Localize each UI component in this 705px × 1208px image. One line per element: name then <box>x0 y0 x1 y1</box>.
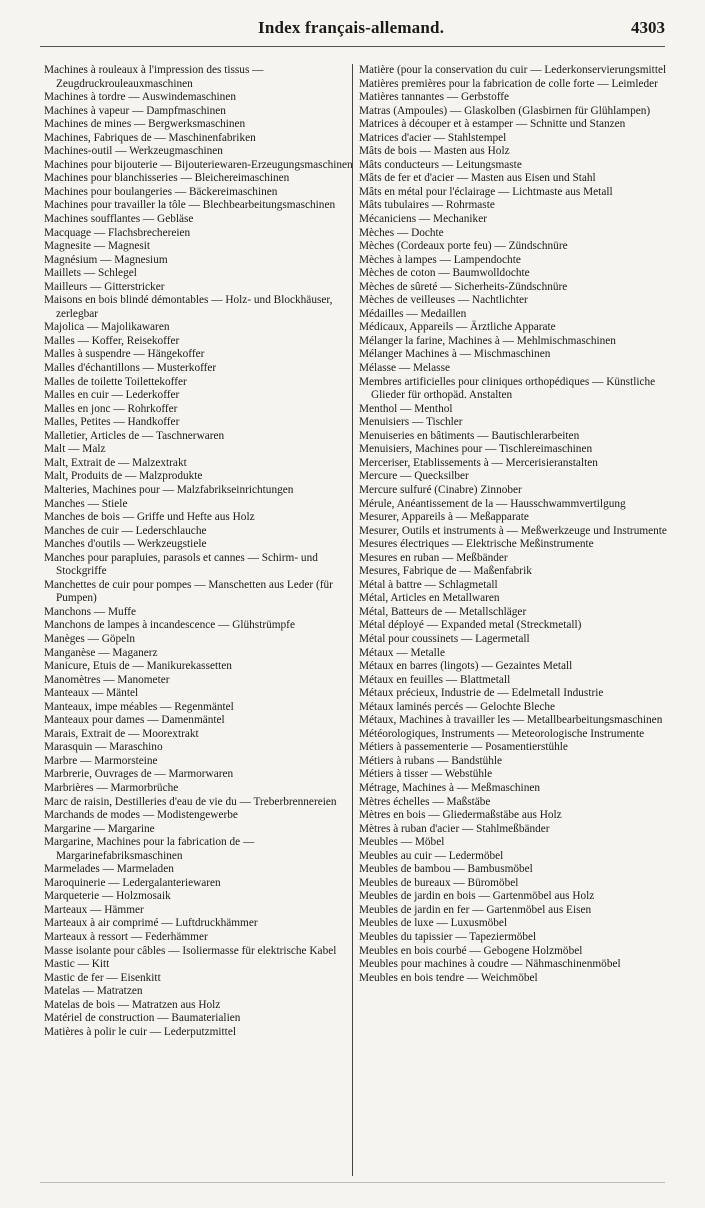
index-entry <box>44 321 354 335</box>
index-entry-text: Machines à vapeur — Dampfmaschinen <box>44 104 226 117</box>
index-entry-text: Mèches (Cordeaux porte feu) — Zündschnüre <box>359 240 568 253</box>
index-entry <box>44 619 354 633</box>
index-entry-text: Manches de bois — Griffe und Hefte aus Holz <box>44 511 255 524</box>
index-entry-text: Malles en cuir — Lederkoffer <box>44 389 180 402</box>
index-entry <box>359 728 667 742</box>
page-header <box>0 18 705 42</box>
index-entry <box>359 186 667 200</box>
index-entry <box>359 294 667 308</box>
index-entry <box>44 335 354 349</box>
bottom-rule <box>40 1182 665 1183</box>
index-entry <box>44 890 354 904</box>
index-entry-text: Maillets — Schlegel <box>44 267 137 280</box>
index-entry-text: Mètres échelles — Maßstäbe <box>359 795 491 808</box>
index-entry-text: Meubles de jardin en bois — Gartenmöbel aus Holz <box>359 890 595 903</box>
index-entry-text: Meubles au cuir — Ledermöbel <box>359 849 504 862</box>
index-entry <box>44 376 354 390</box>
index-entry <box>44 904 354 918</box>
index-entry-text: Machines pour blanchisseries — Bleichereimaschinen <box>44 172 290 185</box>
index-entry <box>44 917 354 931</box>
index-entry-text: Mèches de veilleuses — Nachtlichter <box>359 294 528 307</box>
page-number: 4303 <box>631 18 665 37</box>
index-entry-text: Meubles en bois courbé — Gebogene Holzmöbel <box>359 944 583 957</box>
index-entry-text: Manchettes de cuir pour pompes — Manschetten aus Leder (für Pumpen) <box>44 578 333 605</box>
index-entry-text: Manches de cuir — Lederschlauche <box>44 524 207 537</box>
index-entry <box>44 823 354 837</box>
index-entry-text: Métaux précieux, Industrie de — Edelmetall Industrie <box>359 687 604 700</box>
index-entry-text: Matras (Ampoules) — Glaskolben (Glasbirnen für Glühlampen) <box>359 104 651 117</box>
index-entry <box>359 213 667 227</box>
index-entry-text: Mercure sulfuré (Cinabre) Zinnober <box>359 483 522 496</box>
index-entry <box>44 498 354 512</box>
index-entry <box>359 592 667 606</box>
index-entry-text: Mesures en ruban — Meßbänder <box>359 551 508 564</box>
index-entry-text: Métrage, Machines à — Meßmaschinen <box>359 781 541 794</box>
index-entry <box>44 470 354 484</box>
index-entry <box>359 931 667 945</box>
index-entry <box>359 619 667 633</box>
index-entry-text: Manteaux, impe méables — Regenmäntel <box>44 700 234 713</box>
index-entry <box>44 159 354 173</box>
index-entry-text: Marteaux à ressort — Federhämmer <box>44 931 208 943</box>
index-entry-text: Merceriser, Etablissements à — Mercerisieranstalten <box>359 456 598 469</box>
index-entry <box>44 105 354 119</box>
index-entry <box>359 823 667 837</box>
index-entry-text: Métiers à passementerie — Posamentierstühle <box>359 741 568 754</box>
index-entry <box>44 796 354 810</box>
index-entry-text: Meubles de luxe — Luxusmöbel <box>359 917 508 930</box>
index-entry-text: Manchons — Muffe <box>44 605 137 618</box>
index-entry-text: Mesurer, Appareils à — Meßapparate <box>359 511 529 524</box>
index-entry-text: Mâts en métal pour l'éclairage — Lichtmaste aus Metall <box>359 185 613 198</box>
index-entry <box>44 281 354 295</box>
index-entry-text: Mâts conducteurs — Leitungsmaste <box>359 158 522 171</box>
index-entry-text: Métaux laminés percés — Gelochte Bleche <box>359 700 556 713</box>
index-entry-text: Malteries, Machines pour — Malzfabrikseinrichtungen <box>44 483 294 496</box>
index-entry-text: Mèches — Dochte <box>359 226 444 239</box>
index-entry <box>359 565 667 579</box>
index-entry-text: Malles à suspendre — Hängekoffer <box>44 348 205 361</box>
index-entry-text: Maisons en bois blindé démontables — Holz- und Blockhäuser, zerlegbar <box>44 294 333 320</box>
index-entry <box>44 538 354 552</box>
index-entry-text: Malletier, Articles de — Taschnerwaren <box>44 429 225 442</box>
right-index-column <box>359 64 667 985</box>
index-entry <box>359 348 667 362</box>
index-entry <box>359 199 667 213</box>
index-entry-text: Mèches de coton — Baumwolldochte <box>359 267 530 280</box>
index-entry <box>359 917 667 931</box>
column-divider <box>352 64 353 1176</box>
index-entry <box>44 430 354 444</box>
index-entry <box>359 281 667 295</box>
index-entry <box>44 606 354 620</box>
index-entry-text: Métiers à tisser — Webstühle <box>359 768 493 781</box>
index-entry <box>44 227 354 241</box>
index-entry-text: Manicure, Etuis de — Manikurekassetten <box>44 660 232 673</box>
index-entry-text: Meubles du tapissier — Tapeziermöbel <box>359 931 537 943</box>
left-index-column <box>44 64 354 1039</box>
index-entry-text: Margarine — Margarine <box>44 822 155 835</box>
index-entry <box>359 647 667 661</box>
index-entry-text: Matrices d'acier — Stahlstempel <box>359 131 507 144</box>
index-entry-text: Marteaux — Hämmer <box>44 903 144 916</box>
index-entry-text: Métal, Batteurs de — Metallschläger <box>359 605 527 618</box>
index-entry <box>359 484 667 498</box>
index-entry-text: Machines pour travailler la tôle — Blechbearbeitungsmaschinen <box>44 199 336 212</box>
index-entry <box>359 525 667 539</box>
index-entry <box>44 199 354 213</box>
index-entry <box>359 538 667 552</box>
index-entry <box>359 118 667 132</box>
index-entry <box>44 877 354 891</box>
index-entry <box>44 633 354 647</box>
index-entry-text: Machines, Fabriques de — Maschinenfabriken <box>44 131 256 144</box>
index-entry-text: Marc de raisin, Destilleries d'eau de vie du — Treberbrennereien <box>44 795 337 808</box>
index-entry-text: Matières à polir le cuir — Lederputzmittel <box>44 1025 236 1038</box>
index-entry <box>44 660 354 674</box>
index-entry-text: Mètres en bois — Gliedermaßstäbe aus Holz <box>359 809 562 822</box>
index-entry-text: Meubles de bureaux — Büromöbel <box>359 876 519 889</box>
index-entry <box>44 416 354 430</box>
index-entry <box>44 1012 354 1026</box>
index-entry-text: Manteaux — Mäntel <box>44 687 139 700</box>
index-entry <box>44 240 354 254</box>
index-entry-text: Machines de mines — Bergwerksmaschinen <box>44 118 246 131</box>
index-entry <box>44 389 354 403</box>
index-entry <box>359 850 667 864</box>
index-entry <box>359 511 667 525</box>
index-entry-text: Malles d'échantillons — Musterkoffer <box>44 362 217 375</box>
index-entry <box>44 701 354 715</box>
index-entry-text: Marteaux à air comprimé — Luftdruckhämmer <box>44 917 258 930</box>
index-entry <box>359 498 667 512</box>
index-entry-text: Marais, Extrait de — Moorextrakt <box>44 727 199 740</box>
index-entry <box>44 755 354 769</box>
index-entry <box>359 362 667 376</box>
index-entry <box>359 416 667 430</box>
index-entry <box>359 240 667 254</box>
index-entry <box>44 511 354 525</box>
index-entry <box>44 958 354 972</box>
index-entry-text: Macquage — Flachsbrechereien <box>44 226 191 239</box>
index-entry <box>359 470 667 484</box>
index-entry-text: Mélasse — Melasse <box>359 362 450 375</box>
index-entry <box>44 836 354 863</box>
index-entry <box>44 945 354 959</box>
index-entry-text: Métaux, Machines à travailler les — Metallbearbeitungsmaschinen <box>359 714 663 727</box>
index-entry <box>359 796 667 810</box>
index-entry <box>44 186 354 200</box>
index-entry-text: Malles en jonc — Rohrkoffer <box>44 402 178 415</box>
index-entry-text: Mèches à lampes — Lampendochte <box>359 253 521 266</box>
index-entry-text: Matelas — Matratzen <box>44 985 143 998</box>
index-entry-text: Mesurer, Outils et instruments à — Meßwerkzeuge und Instrumente <box>359 524 667 537</box>
index-entry-text: Magnesite — Magnesit <box>44 240 151 253</box>
index-entry-text: Meubles de bambou — Bambusmöbel <box>359 863 533 876</box>
index-entry <box>44 525 354 539</box>
index-entry <box>44 768 354 782</box>
index-entry <box>359 91 667 105</box>
index-entry <box>359 768 667 782</box>
index-entry-text: Mécaniciens — Mechaniker <box>359 213 487 226</box>
index-entry <box>44 999 354 1013</box>
index-entry <box>359 972 667 986</box>
index-entry-text: Marasquin — Maraschino <box>44 741 163 754</box>
index-entry <box>359 64 667 78</box>
index-entry <box>359 782 667 796</box>
index-entry <box>359 335 667 349</box>
index-entry-text: Matières premières pour la fabrication de colle forte — Leimleder <box>359 77 658 90</box>
index-entry-text: Mélanger la farine, Machines à — Mehlmischmaschinen <box>359 334 616 347</box>
index-entry-text: Malles de toilette Toilettekoffer <box>44 375 187 388</box>
index-entry-text: Menuisiers, Machines pour — Tischlereimaschinen <box>359 443 593 456</box>
index-entry-text: Majolica — Majolikawaren <box>44 321 170 334</box>
index-entry <box>44 443 354 457</box>
index-entry <box>44 267 354 281</box>
index-entry <box>359 267 667 281</box>
index-entry-text: Mèches de sûreté — Sicherheits-Zündschnüre <box>359 280 568 293</box>
index-entry <box>359 687 667 701</box>
index-entry <box>44 782 354 796</box>
index-entry <box>44 985 354 999</box>
index-entry <box>44 579 354 606</box>
index-entry-text: Mérule, Anéantissement de la — Hausschwammvertilgung <box>359 497 626 510</box>
index-entry <box>44 403 354 417</box>
index-entry <box>359 254 667 268</box>
index-entry <box>359 755 667 769</box>
index-entry <box>359 660 667 674</box>
index-entry-text: Mètres à ruban d'acier — Stahlmeßbänder <box>359 822 550 835</box>
index-entry-text: Malles — Koffer, Reisekoffer <box>44 334 180 347</box>
index-entry-text: Marchands de modes — Modistengewerbe <box>44 809 238 822</box>
index-entry <box>44 348 354 362</box>
index-entry-text: Machines à tordre — Auswindemaschinen <box>44 91 236 104</box>
index-entry-text: Manomètres — Manometer <box>44 673 170 686</box>
index-entry-text: Médicaux, Appareils — Ärztliche Apparate <box>359 321 556 334</box>
index-entry-text: Métal pour coussinets — Lagermetall <box>359 632 530 645</box>
index-entry-text: Magnésium — Magnesium <box>44 253 168 266</box>
index-entry <box>359 945 667 959</box>
index-entry <box>359 159 667 173</box>
index-entry <box>359 809 667 823</box>
index-entry-text: Mâts de bois — Masten aus Holz <box>359 145 510 158</box>
index-entry <box>44 145 354 159</box>
index-entry-text: Malt, Produits de — Malzprodukte <box>44 470 203 483</box>
index-entry <box>44 254 354 268</box>
index-entry-text: Manches — Stiele <box>44 497 128 510</box>
index-entry-text: Membres artificielles pour cliniques orthopédiques — Künstliche Glieder für orthopäd. Anstalten <box>359 375 656 402</box>
index-entry-text: Mercure — Quecksilber <box>359 470 469 483</box>
index-entry-text: Matière (pour la conservation du cuir — Lederkonservierungsmittel <box>359 64 667 76</box>
index-entry-text: Métaux — Metalle <box>359 646 445 659</box>
index-entry <box>44 674 354 688</box>
index-entry <box>359 172 667 186</box>
index-entry-text: Marbrerie, Ouvrages de — Marmorwaren <box>44 768 234 781</box>
index-entry <box>44 132 354 146</box>
index-entry <box>359 105 667 119</box>
index-entry-text: Métaux en barres (lingots) — Gezaintes Metall <box>359 660 573 673</box>
index-entry-text: Meubles de jardin en fer — Gartenmöbel aus Eisen <box>359 903 592 916</box>
index-entry-text: Métal à battre — Schlagmetall <box>359 578 498 591</box>
index-entry-text: Masse isolante pour câbles — Isoliermasse für elektrische Kabel <box>44 944 337 957</box>
index-entry-text: Manchons de lampes à incandescence — Glühstrümpfe <box>44 619 295 632</box>
index-entry <box>44 809 354 823</box>
index-entry <box>359 321 667 335</box>
index-entry <box>359 958 667 972</box>
index-entry <box>44 741 354 755</box>
index-entry <box>359 863 667 877</box>
index-entry-text: Meubles pour machines à coudre — Nähmaschinenmöbel <box>359 958 621 971</box>
index-entry-text: Matières tannantes — Gerbstoffe <box>359 91 510 104</box>
index-entry <box>359 443 667 457</box>
index-entry-text: Malt, Extrait de — Malzextrakt <box>44 456 187 469</box>
index-entry <box>359 403 667 417</box>
index-entry-text: Matrices à découper et à estamper — Schnitte und Stanzen <box>359 118 626 131</box>
index-entry <box>359 579 667 593</box>
index-entry <box>359 308 667 322</box>
index-entry-text: Marqueterie — Holzmosaik <box>44 890 171 903</box>
index-entry <box>44 213 354 227</box>
index-entry-text: Mélanger Machines à — Mischmaschinen <box>359 348 551 361</box>
index-entry-text: Marbre — Marmorsteine <box>44 754 158 767</box>
index-entry-text: Marmelades — Marmeladen <box>44 863 174 876</box>
index-entry-text: Mâts tubulaires — Rohrmaste <box>359 199 495 212</box>
index-entry <box>44 714 354 728</box>
index-entry-text: Métal, Articles en Metallwaren <box>359 592 500 605</box>
index-entry <box>359 430 667 444</box>
page-title: Index français-allemand. <box>258 18 445 37</box>
index-entry-text: Mastic de fer — Eisenkitt <box>44 971 161 984</box>
index-entry-text: Manteaux pour dames — Damenmäntel <box>44 714 225 727</box>
index-entry <box>359 741 667 755</box>
index-entry <box>359 78 667 92</box>
index-entry <box>359 633 667 647</box>
index-entry <box>359 904 667 918</box>
index-entry-text: Métaux en feuilles — Blattmetall <box>359 673 511 686</box>
index-entry-text: Météorologiques, Instruments — Meteorologische Instrumente <box>359 727 645 740</box>
index-entry <box>44 118 354 132</box>
index-entry <box>44 362 354 376</box>
index-entry <box>44 91 354 105</box>
index-entry-text: Manèges — Göpeln <box>44 632 135 645</box>
index-entry-text: Machines pour bijouterie — Bijouteriewaren-Erzeugungsmaschinen <box>44 158 353 171</box>
index-entry-text: Métiers à rubans — Bandstühle <box>359 754 503 767</box>
index-entry-text: Mesures, Fabrique de — Maßenfabrik <box>359 565 532 578</box>
index-entry-text: Meubles — Möbel <box>359 836 445 849</box>
index-entry <box>44 172 354 186</box>
index-entry <box>359 836 667 850</box>
index-entry <box>359 145 667 159</box>
index-entry-text: Mailleurs — Gitterstricker <box>44 280 165 293</box>
index-entry-text: Manches pour parapluies, parasols et cannes — Schirm- und Stockgriffe <box>44 551 318 578</box>
index-entry-text: Manganèse — Maganerz <box>44 646 158 659</box>
index-entry <box>359 457 667 471</box>
index-entry-text: Métal déployé — Expanded metal (Streckmetall) <box>359 619 582 632</box>
index-entry <box>44 1026 354 1040</box>
index-entry <box>359 227 667 241</box>
index-entry-text: Médailles — Medaillen <box>359 307 467 320</box>
index-entry-text: Menuiseries en bâtiments — Bautischlerarbeiten <box>359 429 580 442</box>
index-entry <box>44 728 354 742</box>
index-entry <box>44 294 354 321</box>
index-entry <box>359 674 667 688</box>
index-entry-text: Matelas de bois — Matratzen aus Holz <box>44 998 221 1011</box>
index-entry <box>359 132 667 146</box>
index-entry <box>44 931 354 945</box>
index-entry-text: Machines soufflantes — Gebläse <box>44 213 194 226</box>
index-entry-text: Mastic — Kitt <box>44 958 110 971</box>
index-entry-text: Mesures électriques — Elektrische Meßinstrumente <box>359 538 594 551</box>
index-entry <box>44 552 354 579</box>
index-entry <box>44 972 354 986</box>
index-entry-text: Marbrières — Marmorbrüche <box>44 781 179 794</box>
index-entry-text: Malt — Malz <box>44 443 106 456</box>
index-entry-text: Matériel de construction — Baumaterialien <box>44 1012 241 1025</box>
index-entry-text: Margarine, Machines pour la fabrication de — Margarinefabriksmaschinen <box>44 836 255 862</box>
index-entry-text: Manches d'outils — Werkzeugstiele <box>44 538 207 551</box>
index-entry-text: Malles, Petites — Handkoffer <box>44 416 180 429</box>
index-entry-text: Maroquinerie — Ledergalanteriewaren <box>44 876 221 889</box>
index-entry <box>44 863 354 877</box>
index-entry <box>359 606 667 620</box>
index-entry <box>359 890 667 904</box>
index-entry-text: Menthol — Menthol <box>359 402 453 415</box>
index-entry <box>44 687 354 701</box>
index-entry <box>359 701 667 715</box>
index-entry-text: Machines à rouleaux à l'impression des tissus — Zeugdruckrouleauxmaschinen <box>44 64 264 90</box>
index-entry-text: Machines-outil — Werkzeugmaschinen <box>44 145 223 158</box>
index-entry <box>44 64 354 91</box>
index-entry <box>359 376 667 403</box>
index-entry <box>359 552 667 566</box>
index-entry-text: Machines pour boulangeries — Bäckereimaschinen <box>44 185 278 198</box>
index-entry <box>44 457 354 471</box>
index-entry-text: Mâts de fer et d'acier — Masten aus Eisen und Stahl <box>359 172 596 185</box>
index-entry <box>359 877 667 891</box>
index-entry <box>44 647 354 661</box>
index-entry <box>359 714 667 728</box>
index-entry-text: Meubles en bois tendre — Weichmöbel <box>359 971 538 984</box>
header-rule <box>40 46 665 47</box>
index-entry <box>44 484 354 498</box>
index-entry-text: Menuisiers — Tischler <box>359 416 463 429</box>
